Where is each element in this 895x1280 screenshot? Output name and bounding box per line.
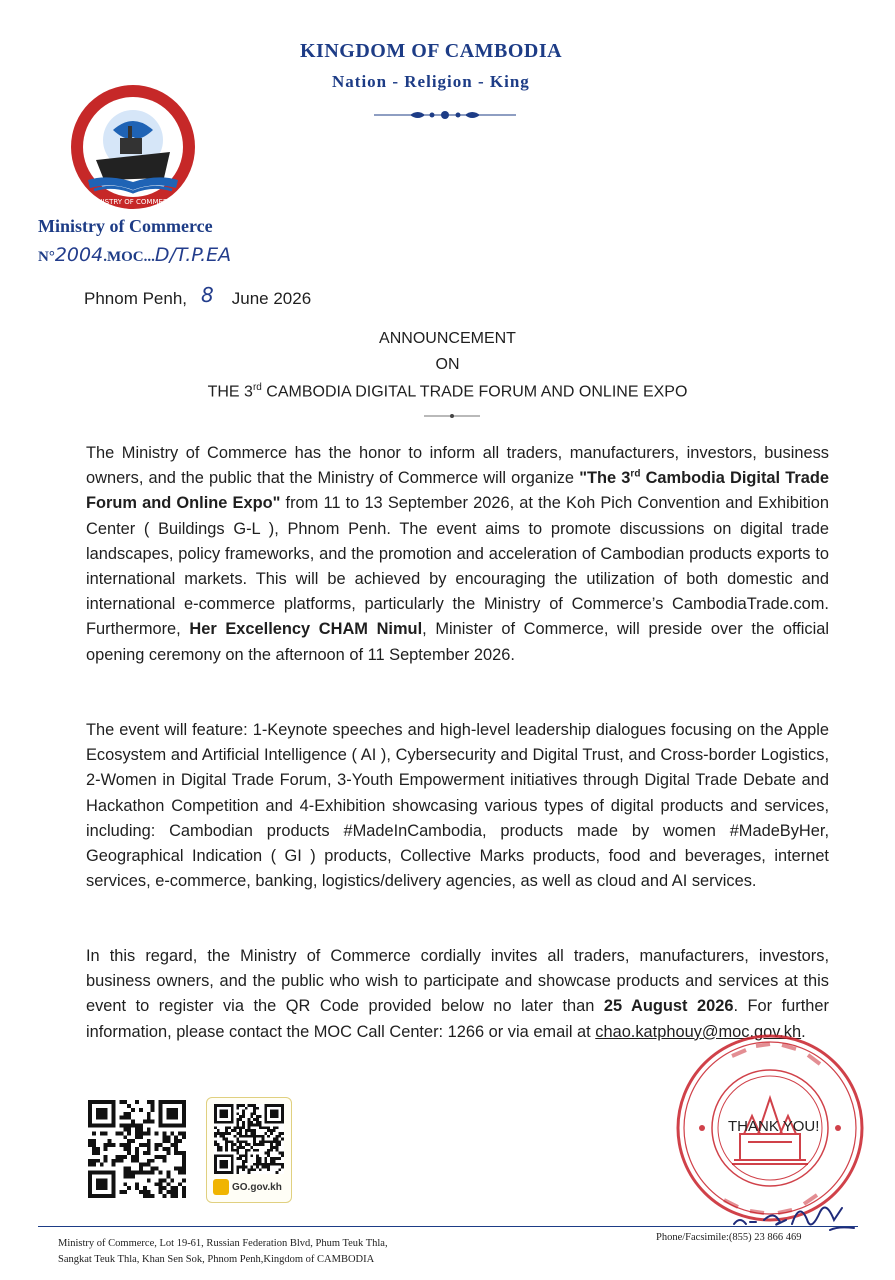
gogovkh-logo-icon <box>213 1179 229 1195</box>
footer-phone <box>656 1232 802 1243</box>
kingdom-title: KINGDOM OF CAMBODIA <box>300 40 563 62</box>
ministry-of-commerce-logo <box>68 82 198 212</box>
ornament-divider-icon <box>370 106 520 124</box>
national-motto: Nation - Religion - King <box>332 72 530 91</box>
subject-sup: rd <box>252 382 262 393</box>
p1-text-c: from 11 to 13 September 2026, at the Koh Pich Convention and Exhibition Center ( Buildings G-L ), Phnom Penh. The event aims to promote discussions on digital trade landscapes, policy frameworks, and the promotion and acceleration of Cambodian products exports to international markets. This will be achieved by encouraging the utilization of both domestic and international e-commerce platforms, particularly the Ministry of Commerce’s CambodiaTrade.com. Furthermore, <box>86 494 829 639</box>
registration-qr-code[interactable] <box>88 1100 186 1198</box>
date-month-year: June 2026 <box>231 289 312 308</box>
announcement-on: ON <box>435 356 460 373</box>
paragraph-intro <box>86 441 829 668</box>
phone-value: (855) 23 866 469 <box>728 1232 802 1243</box>
p3-text-a: In this regard, the Ministry of Commerce cordially invites all traders, manufacturers, investors, business owners, and the public who wish to participate and showcase products and services at this event to register via the QR Code provided below no later than <box>86 947 829 1016</box>
gogovkh-qr-code[interactable] <box>214 1104 284 1174</box>
ref-prefix: N° <box>38 249 55 265</box>
title-divider-icon <box>422 412 482 420</box>
date-day-handwritten: 8 <box>201 283 214 307</box>
address-line-2: Sangkat Teuk Thla, Khan Sen Sok, Phnom Penh,Kingdom of CAMBODIA <box>58 1254 375 1265</box>
registration-deadline: 25 August 2026 <box>603 997 734 1016</box>
phone-label: Phone/Facsimile: <box>656 1232 729 1243</box>
p3-text-b: . For further information, please contact the MOC Call Center: 1266 or via email at <box>86 997 830 1041</box>
gogovkh-brand <box>213 1178 285 1196</box>
p1-text-e: , Minister of Commerce, will preside over the official opening ceremony on the afternoon of 11 September 2026. <box>86 620 829 664</box>
announcement-subject <box>0 382 895 401</box>
gogovkh-qr-card[interactable] <box>206 1097 292 1203</box>
ref-handwritten-suffix: D/T.P.EA <box>154 244 232 266</box>
footer-divider <box>38 1226 858 1227</box>
logo-text: MINISTRY OF COMMERCE <box>89 198 177 206</box>
handwritten-signature <box>730 1190 860 1238</box>
p1-event-name-sup: rd <box>630 468 641 480</box>
stamp-overlay-text: THANK YOU! <box>728 1118 820 1135</box>
subject-pre: THE 3 <box>207 383 253 401</box>
contact-email-link[interactable]: chao.katphouy@moc.gov.kh <box>595 1022 802 1041</box>
p1-minister-name: Her Excellency CHAM Nimul <box>189 620 423 639</box>
announcement-title: ANNOUNCEMENT <box>379 330 516 347</box>
ref-handwritten-number: 2004 <box>54 244 104 266</box>
date-city: Phnom Penh, <box>84 289 188 308</box>
p3-text-c: . <box>801 1022 806 1041</box>
paragraph-features: The event will feature: 1-Keynote speeches and high-level leadership dialogues focusing on the Apple Ecosystem and Artificial Intelligence ( AI ), Cybersecurity and Digital Trust, and Cross-border Logistics, 2-Women in Digital Trade Forum, 3-Youth Empowerment initiatives through Digital Trade Debate and Hackathon Competition and 4-Exhibition showcasing various types of digital products and services, including: Cambodian products #MadeInCambodia, products made by women #MadeByHer, Geographical Indication ( GI ) products, Collective Marks products, food and beverages, internet services, e-commerce, banking, logistics/delivery agencies, as well as cloud and AI services. <box>86 721 829 891</box>
date-line <box>84 285 311 309</box>
subject-post: CAMBODIA DIGITAL TRADE FORUM AND ONLINE EXPO <box>261 383 688 401</box>
p1-event-name-a: "The 3 <box>579 469 631 488</box>
p1-text-a: The Ministry of Commerce has the honor to inform all traders, manufacturers, investors, business owners, and the public that the Ministry of Commerce will organize <box>86 444 829 488</box>
ministry-name: Ministry of Commerce <box>38 216 213 236</box>
footer-address <box>58 1236 388 1268</box>
p1-event-name-b: Cambodia Digital Trade Forum and Online Expo" <box>86 469 829 513</box>
reference-number <box>38 244 231 266</box>
ref-middle: .MOC... <box>103 249 155 265</box>
gogovkh-label: GO.gov.kh <box>232 1181 282 1193</box>
address-line-1: Ministry of Commerce, Lot 19-61, Russian Federation Blvd, Phum Teuk Thla, <box>58 1238 388 1249</box>
